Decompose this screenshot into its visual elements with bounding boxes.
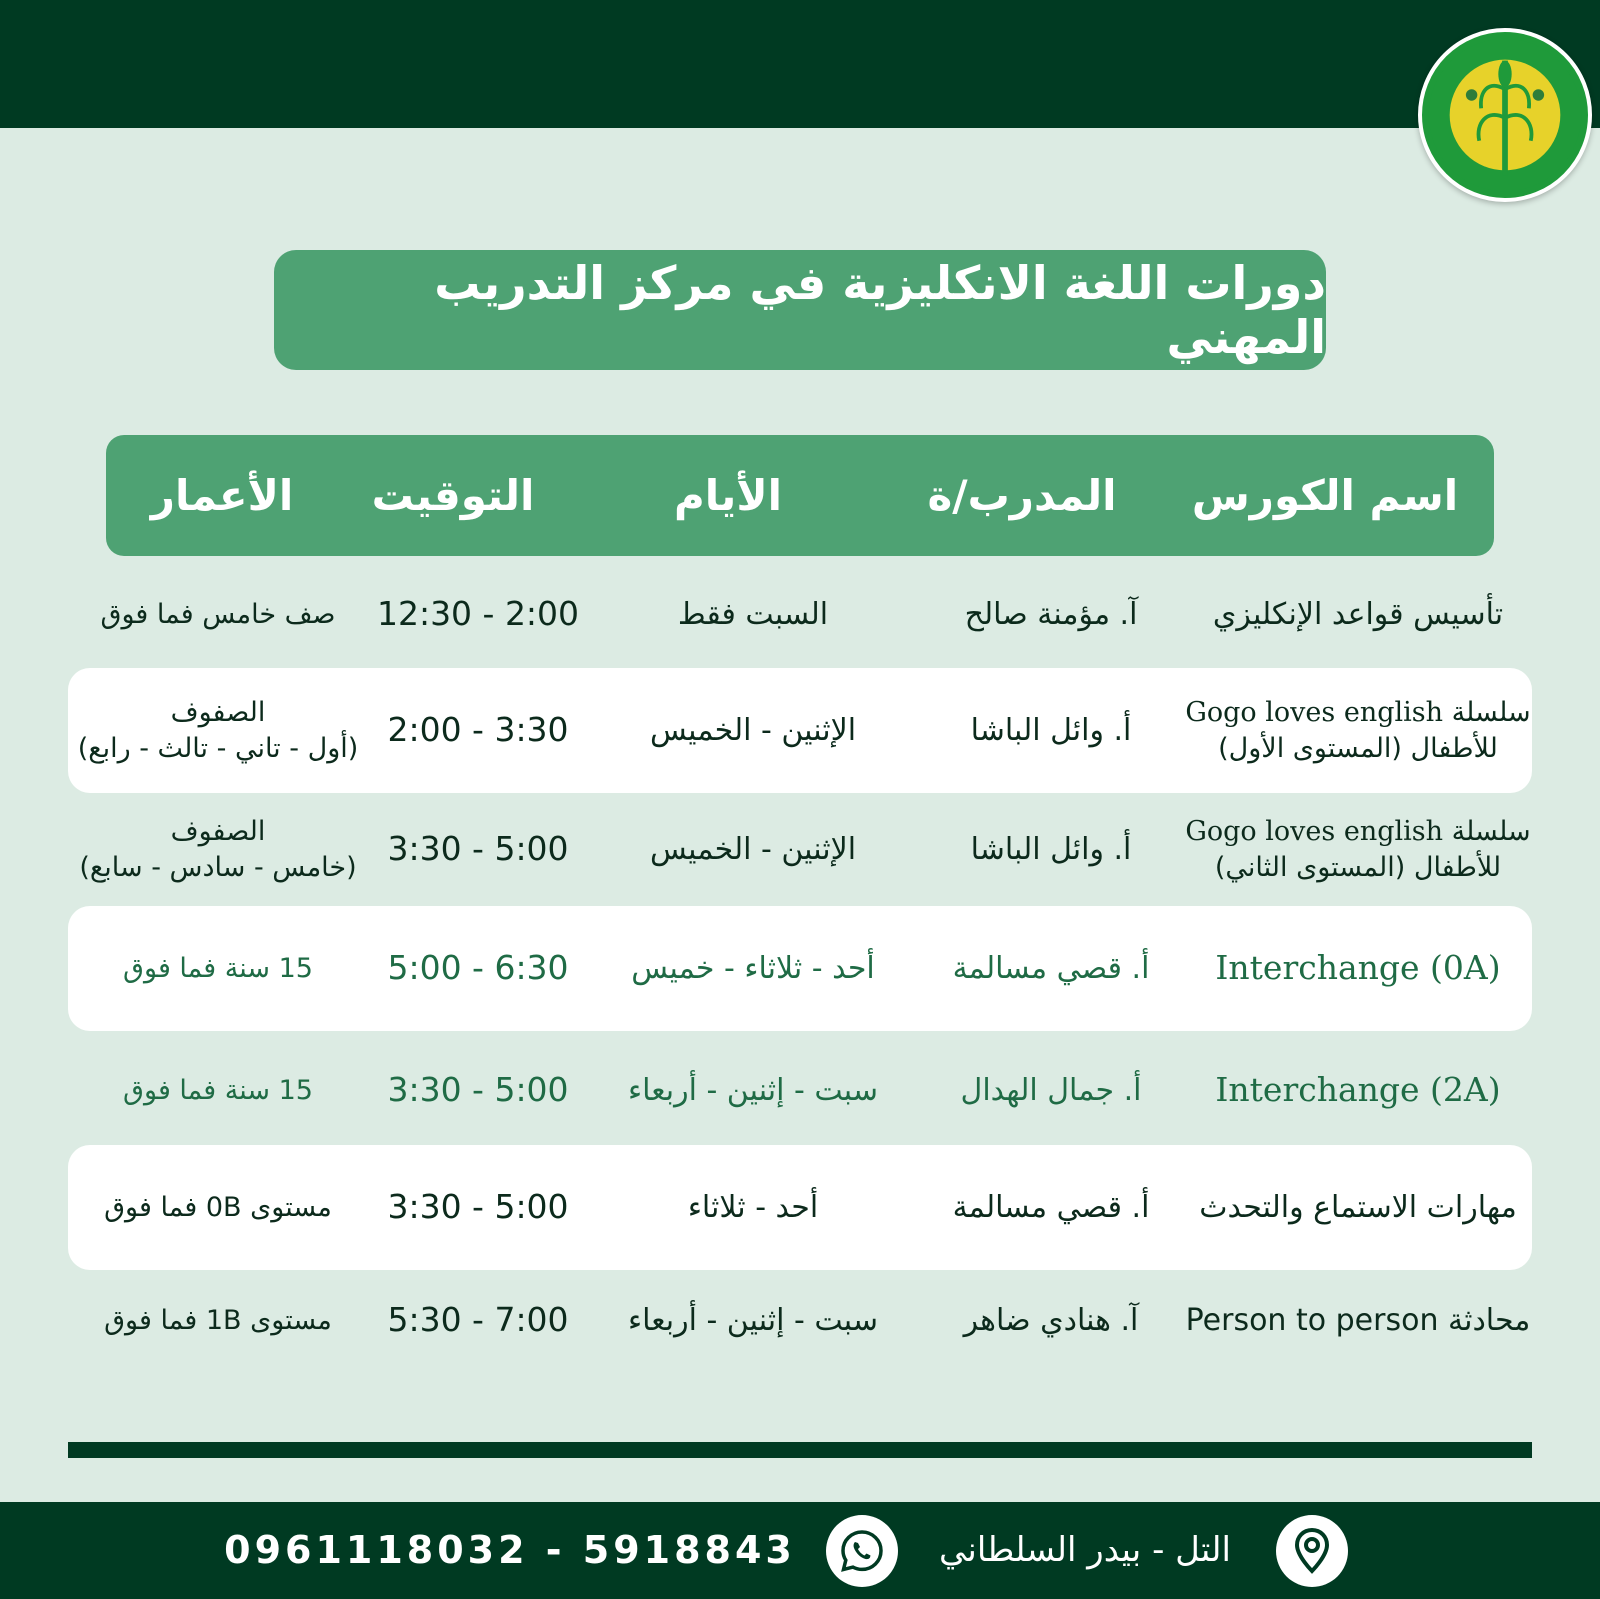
location-pin-icon — [1276, 1515, 1348, 1587]
course-ages-detail: (خامس - سادس - سابع) — [79, 851, 357, 883]
wheat-emblem-icon — [1422, 32, 1588, 198]
course-name-subtitle: للأطفال (المستوى الأول) — [1218, 732, 1498, 764]
course-days: أحد - ثلاثاء — [687, 1190, 819, 1225]
course-ages: صف خامس فما فوق — [100, 598, 336, 630]
phone-numbers: 0961118032 - 5918843 — [224, 1528, 796, 1572]
course-time: 2:00 - 3:30 — [387, 710, 569, 750]
course-days: سبت - إثنين - أربعاء — [628, 1073, 878, 1108]
table-row — [68, 906, 1532, 1031]
column-header-course: اسم الكورس — [1191, 471, 1459, 520]
course-name: Interchange (0A) — [1215, 948, 1501, 988]
trainer-name: أ. قصي مسالمة — [952, 951, 1150, 986]
course-time: 3:30 - 5:00 — [387, 1187, 569, 1227]
course-name: محادثة Person to person — [1185, 1303, 1531, 1338]
course-ages: 15 سنة فما فوق — [123, 952, 313, 984]
address-text: التل - بيدر السلطاني — [939, 1530, 1231, 1570]
course-ages: 15 سنة فما فوق — [123, 1074, 313, 1106]
course-time: 3:30 - 5:00 — [387, 829, 569, 869]
table-row — [68, 668, 1532, 793]
course-ages: مستوى 0B فما فوق — [104, 1191, 332, 1223]
title-banner — [274, 250, 1326, 370]
top-banner — [0, 0, 1600, 128]
column-header-ages: الأعمار — [150, 471, 294, 520]
page-title: دورات اللغة الانكليزية في مركز التدريب المهني — [434, 256, 1326, 364]
trainer-name: آ. هنادي ضاهر — [963, 1303, 1139, 1338]
course-days: الإثنين - الخميس — [649, 713, 857, 748]
column-header-days: الأيام — [674, 471, 782, 520]
course-days: سبت - إثنين - أربعاء — [628, 1303, 878, 1338]
column-header-time: التوقيت — [371, 471, 535, 520]
course-ages: الصفوف — [170, 816, 266, 848]
trainer-name: أ. جمال الهدال — [960, 1073, 1142, 1108]
table-row — [68, 1145, 1532, 1270]
course-name: سلسلة Gogo loves english — [1185, 816, 1531, 848]
course-name: مهارات الاستماع والتحدث — [1199, 1190, 1517, 1225]
table-row — [68, 1258, 1532, 1383]
course-time: 5:30 - 7:00 — [387, 1300, 569, 1340]
table-row — [68, 1028, 1532, 1153]
course-ages: مستوى 1B فما فوق — [104, 1304, 332, 1336]
trainer-name: آ. مؤمنة صالح — [964, 597, 1138, 632]
table-header — [106, 435, 1494, 556]
course-name: سلسلة Gogo loves english — [1185, 697, 1531, 729]
course-ages: الصفوف — [170, 697, 266, 729]
course-name: تأسيس قواعد الإنكليزي — [1212, 597, 1504, 632]
course-ages-detail: (أول - تاني - تالث - رابع) — [77, 732, 359, 764]
course-days: السبت فقط — [677, 597, 829, 632]
course-time: 5:00 - 6:30 — [387, 948, 569, 988]
course-days: الإثنين - الخميس — [649, 832, 857, 867]
course-time: 12:30 - 2:00 — [376, 594, 580, 634]
column-header-trainer: المدرب/ة — [927, 471, 1117, 520]
whatsapp-icon — [826, 1515, 898, 1587]
logo — [1418, 28, 1592, 202]
trainer-name: أ. وائل الباشا — [970, 713, 1132, 748]
table-row — [68, 552, 1532, 677]
divider — [68, 1442, 1532, 1458]
course-name-subtitle: للأطفال (المستوى الثاني) — [1214, 851, 1502, 883]
trainer-name: أ. وائل الباشا — [970, 832, 1132, 867]
table-row — [68, 787, 1532, 912]
trainer-name: أ. قصي مسالمة — [952, 1190, 1150, 1225]
course-days: أحد - ثلاثاء - خميس — [631, 951, 875, 986]
course-name: Interchange (2A) — [1215, 1070, 1501, 1110]
course-time: 3:30 - 5:00 — [387, 1070, 569, 1110]
